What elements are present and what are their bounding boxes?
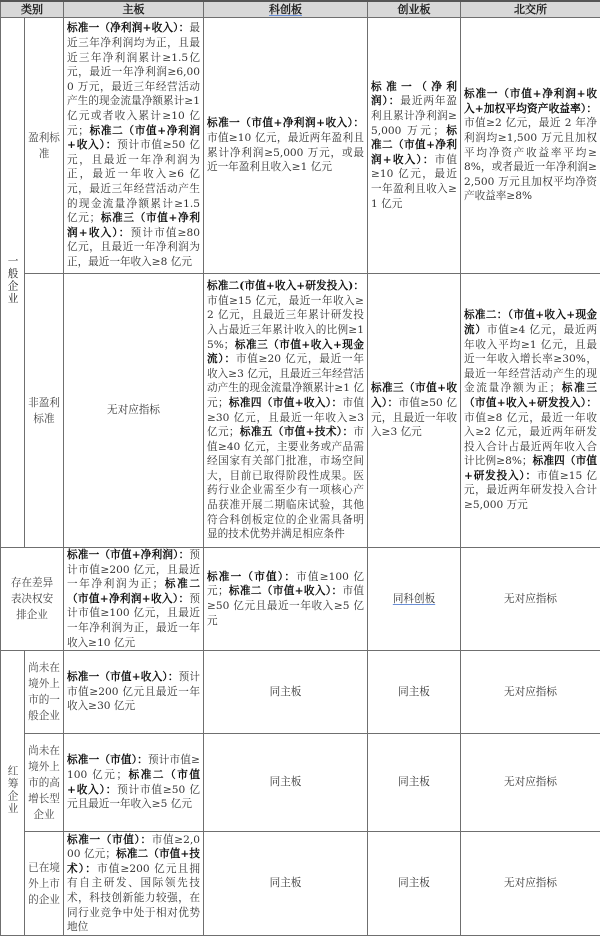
criterion-title: 标准一（净利润）：: [371, 81, 457, 108]
criterion-title: 标准三（市值+收入+现金流）：: [207, 339, 364, 366]
header-star-market: [204, 1, 368, 18]
red-chip-listed-bse-cell: 无对应指标: [461, 832, 600, 936]
criterion-text: 市值≥40 亿元，主要业务或产品需经国家有关部门批准，市场空间大，目前已取得阶段性成果。医药行业企业需至少有一项核心产品获准开展二期临床试验，其他符合科创板定位的企业需具备明显的技术优势并满足相应条件: [207, 426, 364, 540]
criterion-text: 预计市值≥100 亿元；: [67, 754, 200, 781]
criterion-text: 市值≥20 亿元，最近一年收入≥3 亿元，且最近三年经营活动产生的现金流量净额累计≥1 亿元；: [207, 353, 364, 409]
criterion-title: 标准二（市值+收入）：: [229, 585, 343, 597]
criterion-text: 预计市值≥80 亿元，且最近一年净利润为正，最近一年收入≥8 亿元: [67, 227, 200, 268]
dual-class-star-cell: [204, 548, 368, 651]
header-bse: 北交所: [461, 1, 600, 18]
criterion-text: 预计市值≥50 亿元，且最近一年净利润为正，最近一年收入≥6 亿元，最近三年经营活动产生的现金流量净额累计≥1.5 亿元；: [67, 139, 200, 224]
criterion-text: 预计市值≥200 亿元，且最近一年净利润为正；: [67, 549, 200, 590]
criterion-title: 标准一（市值）：: [67, 754, 148, 766]
row-red-chip-unlisted-general: [1, 651, 600, 734]
profit-main-board-cell: [64, 18, 204, 274]
criterion-title: 标准一（市值）：: [207, 571, 296, 583]
criterion-text: 预计市值≥100 亿元，且最近一年净利润为正，最近一年收入≥10 亿元: [67, 593, 200, 649]
header-category: 类别: [1, 1, 64, 18]
criterion-title: 标准二（市值+净利润+收入）：: [371, 125, 457, 166]
criterion-title: 标准二（市值+净利润+收入）：: [67, 125, 200, 152]
criterion-text: 最近两年盈利且累计净利润≥5,000 万元；: [371, 95, 457, 136]
criterion-text: 市值≥100 亿元；: [207, 571, 364, 598]
criterion-text: 市值≥2 亿元，最近 2 年净利润均≥1,500 万元且加权平均净资产收益率平均≥8%，或者最近一年净利润≥2,500 万元且加权平均净资产收益率≥8%: [464, 117, 597, 202]
header-chinext: 创业板: [368, 1, 461, 18]
criterion-text: 市值≥50 亿元，且最近一年收入≥3 亿元: [371, 397, 457, 438]
subcategory-red-chip-unlisted-general: 尚未在境外上市的一般企业: [25, 651, 64, 734]
criterion-text: 市值≥15 亿元，最近一年收入≥2 亿元，且最近三年累计研发投入占最近三年累计收入的比例≥15%；: [207, 295, 364, 351]
red-chip-listed-main-board-cell: [64, 832, 204, 936]
row-non-profit-standard: [1, 274, 600, 548]
criterion-title: 标准一（市值+净利润）：: [67, 549, 189, 561]
criterion-title: 标准四（市值+收入）：: [229, 397, 343, 409]
red-chip-general-star-cell: 同主板: [204, 651, 368, 734]
criterion-title: 标准四（市值+研发投入）：: [464, 455, 597, 482]
profit-star-cell: [204, 18, 368, 274]
criterion-text: 市值≥2,000 亿元；: [67, 834, 200, 861]
criterion-text: 市值≥200 亿元且拥有自主研发、国际领先技术，科技创新能力较强，在同行业竞争中处于相对优势地位: [67, 863, 200, 933]
subcategory-non-profit: 非盈利标准: [25, 274, 64, 548]
dual-class-bse-cell: 无对应指标: [461, 548, 600, 651]
red-chip-general-main-board-cell: [64, 651, 204, 734]
group-red-chip-enterprise: [1, 651, 25, 936]
red-chip-growth-main-board-cell: [64, 734, 204, 832]
criterion-text: 市值≥10 亿元，最近两年盈利且累计净利润≥5,000 万元，或最近一年盈利且收入≥1 亿元: [207, 132, 364, 173]
criterion-title: 标准二：（市值+收入+现金流）: [464, 309, 597, 336]
row-red-chip-unlisted-growth: [1, 734, 600, 832]
group-general-label: 一般企业: [5, 255, 21, 305]
subcategory-profit: 盈利标准: [25, 18, 64, 274]
red-chip-listed-chinext-cell: 同主板: [368, 832, 461, 936]
non-profit-chinext-cell: [368, 274, 461, 548]
red-chip-listed-star-cell: 同主板: [204, 832, 368, 936]
criterion-title: 标准五（市值+技术）：: [240, 426, 354, 438]
dual-class-chinext-cell: [368, 548, 461, 651]
criterion-title: 标准二（市值+技术）：: [67, 848, 200, 875]
group-general-enterprise: [1, 18, 25, 548]
criterion-title: 标准一（市值+净利润+收入+加权平均资产收益率）：: [464, 88, 597, 115]
red-chip-general-chinext-cell: 同主板: [368, 651, 461, 734]
criterion-title: 标准三（市值+收入+研发投入）：: [464, 382, 597, 409]
group-red-chip-label: 红筹企业: [5, 765, 21, 815]
header-star-market-label: 科创板: [269, 3, 302, 16]
criterion-title: 标准二(市值+收入+研发投入)：: [207, 280, 364, 292]
criterion-title: 标准一（市值）：: [67, 834, 152, 846]
row-profit-standard: [1, 18, 600, 274]
red-chip-growth-star-cell: 同主板: [204, 734, 368, 832]
subcategory-red-chip-unlisted-growth: 尚未在境外上市的高增长型企业: [25, 734, 64, 832]
non-profit-star-cell: [204, 274, 368, 548]
criterion-text: 预计市值≥200 亿元且最近一年收入≥30 亿元: [67, 671, 200, 712]
header-main-board: 主板: [64, 1, 204, 18]
dual-class-chinext-text: 同科创板: [393, 593, 435, 605]
non-profit-main-board-cell: 无对应指标: [64, 274, 204, 548]
profit-chinext-cell: [368, 18, 461, 274]
row-dual-class: [1, 548, 600, 651]
category-dual-class: 存在差异表决权安排企业: [1, 548, 64, 651]
criterion-title: 标准二（市值+收入）：: [67, 769, 200, 796]
subcategory-red-chip-listed: 已在境外上市的企业: [25, 832, 64, 936]
criterion-text: 市值≥50 亿元且最近一年收入≥5 亿元: [207, 585, 364, 626]
profit-bse-cell: [461, 18, 600, 274]
criterion-text: 市值≥15 亿元，最近两年研发投入合计≥5,000 万元: [464, 470, 597, 511]
criterion-text: 最近三年净利润均为正，且最近三年净利润累计≥1.5亿元，最近一年净利润≥6,000 万元，最近三年经营活动产生的现金流量净额累计≥1 亿元或者收入累计≥10 亿元；: [67, 22, 200, 136]
non-profit-bse-cell: [461, 274, 600, 548]
red-chip-general-bse-cell: 无对应指标: [461, 651, 600, 734]
criterion-title: 标准一（净利润+收入）：: [67, 22, 189, 34]
criterion-text: 市值≥4 亿元，最近两年收入平均≥1 亿元，且最近一年收入增长率≥30%，最近一年经营活动产生的现金流量净额为正；: [464, 324, 597, 394]
criterion-title: 标准三（市值+净利润+收入）：: [67, 212, 200, 239]
criterion-text: 预计市值≥50 亿元且最近一年收入≥5 亿元: [67, 784, 200, 811]
criterion-text: 市值≥8 亿元，最近一年收入≥2 亿元，最近两年研发投入合计占最近两年收入合计比例≥8%；: [464, 412, 597, 468]
criterion-text: 市值≥30 亿元，且最近一年收入≥3 亿元；: [207, 397, 364, 438]
dual-class-main-board-cell: [64, 548, 204, 651]
red-chip-growth-bse-cell: 无对应指标: [461, 734, 600, 832]
row-red-chip-listed: [1, 832, 600, 936]
criterion-title: 标准三（市值+收入）：: [371, 382, 457, 409]
criterion-title: 标准一（市值+收入）：: [67, 671, 179, 683]
criterion-text: 市值≥10 亿元，最近一年盈利且收入≥1 亿元: [371, 154, 457, 210]
criterion-title: 标准一（市值+净利润+收入）：: [207, 117, 364, 129]
criterion-title: 标准二（市值+净利润+收入）：: [67, 578, 200, 605]
header-row: [1, 1, 600, 18]
red-chip-growth-chinext-cell: 同主板: [368, 734, 461, 832]
